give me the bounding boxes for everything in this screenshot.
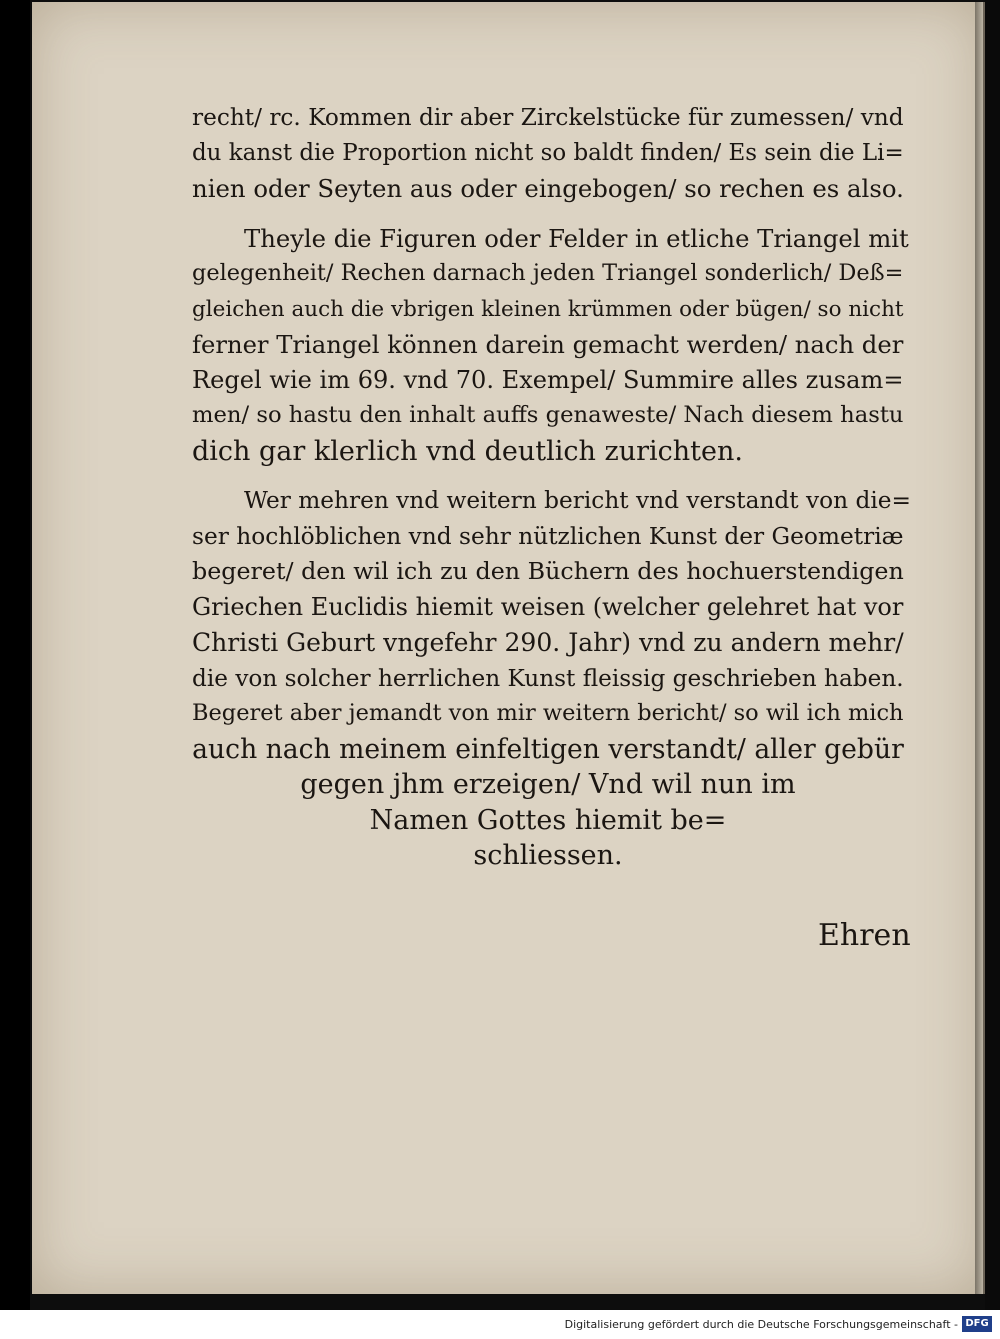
text-line: du kanst die Proportion nicht so baldt finden/ Es sein die Li= <box>192 139 904 166</box>
closing-line: auch nach meinem einfeltigen verstandt/ aller gebür <box>192 733 904 765</box>
footer-bar <box>0 1310 1000 1339</box>
funding-credit: Digitalisierung gefördert durch die Deutsche Forschungsgemeinschaft - <box>564 1318 958 1331</box>
scan-border-left <box>0 0 30 1310</box>
text-line: Wer mehren vnd weitern bericht vnd verstandt von die= <box>244 487 911 514</box>
catchword: Ehren <box>818 918 911 953</box>
page-text <box>192 100 911 874</box>
text-line: dich gar klerlich vnd deutlich zurichten. <box>192 435 743 467</box>
text-line: Christi Geburt vngefehr 290. Jahr) vnd zu andern mehr/ <box>192 628 904 657</box>
text-line: begeret/ den wil ich zu den Büchern des hochuerstendigen <box>192 557 904 585</box>
closing-line: gegen jhm erzeigen/ Vnd wil nun im <box>300 769 796 800</box>
page-edge <box>975 2 983 1294</box>
text-line: Theyle die Figuren oder Felder in etliche Triangel mit <box>244 223 909 253</box>
text-line: nien oder Seyten aus oder eingebogen/ so rechen es also. <box>192 174 904 203</box>
paragraph-2 <box>192 221 909 470</box>
text-line: ser hochlöblichen vnd sehr nützlichen Kunst der Geometriæ <box>192 522 904 550</box>
text-line: gelegenheit/ Rechen darnach jeden Triangel sonderlich/ Deß= <box>192 260 904 286</box>
dfg-logo-icon: DFG <box>962 1316 992 1332</box>
text-line: Griechen Euclidis hiemit weisen (welcher gelehret hat vor <box>192 592 904 621</box>
closing-line: schliessen. <box>473 840 623 871</box>
text-line: recht/ rc. Kommen dir aber Zirckelstücke für zumessen/ vnd <box>192 104 904 131</box>
text-line: gleichen auch die vbrigen kleinen krümmen oder bügen/ so nicht <box>192 296 904 322</box>
text-line: die von solcher herrlichen Kunst fleissig geschrieben haben. <box>192 664 904 692</box>
paragraph-3 <box>192 483 911 874</box>
text-line: ferner Triangel können darein gemacht werden/ nach der <box>192 330 904 359</box>
closing-line: Namen Gottes hiemit be= <box>369 804 727 836</box>
paragraph-1 <box>192 100 904 207</box>
text-line: men/ so hastu den inhalt auffs genaweste/ Nach diesem hastu <box>192 402 904 428</box>
text-line: Begeret aber jemandt von mir weitern bericht/ so wil ich mich <box>192 700 904 726</box>
text-line: Regel wie im 69. vnd 70. Exempel/ Summire alles zusam= <box>192 365 904 394</box>
scan-border-right <box>985 0 1000 1310</box>
